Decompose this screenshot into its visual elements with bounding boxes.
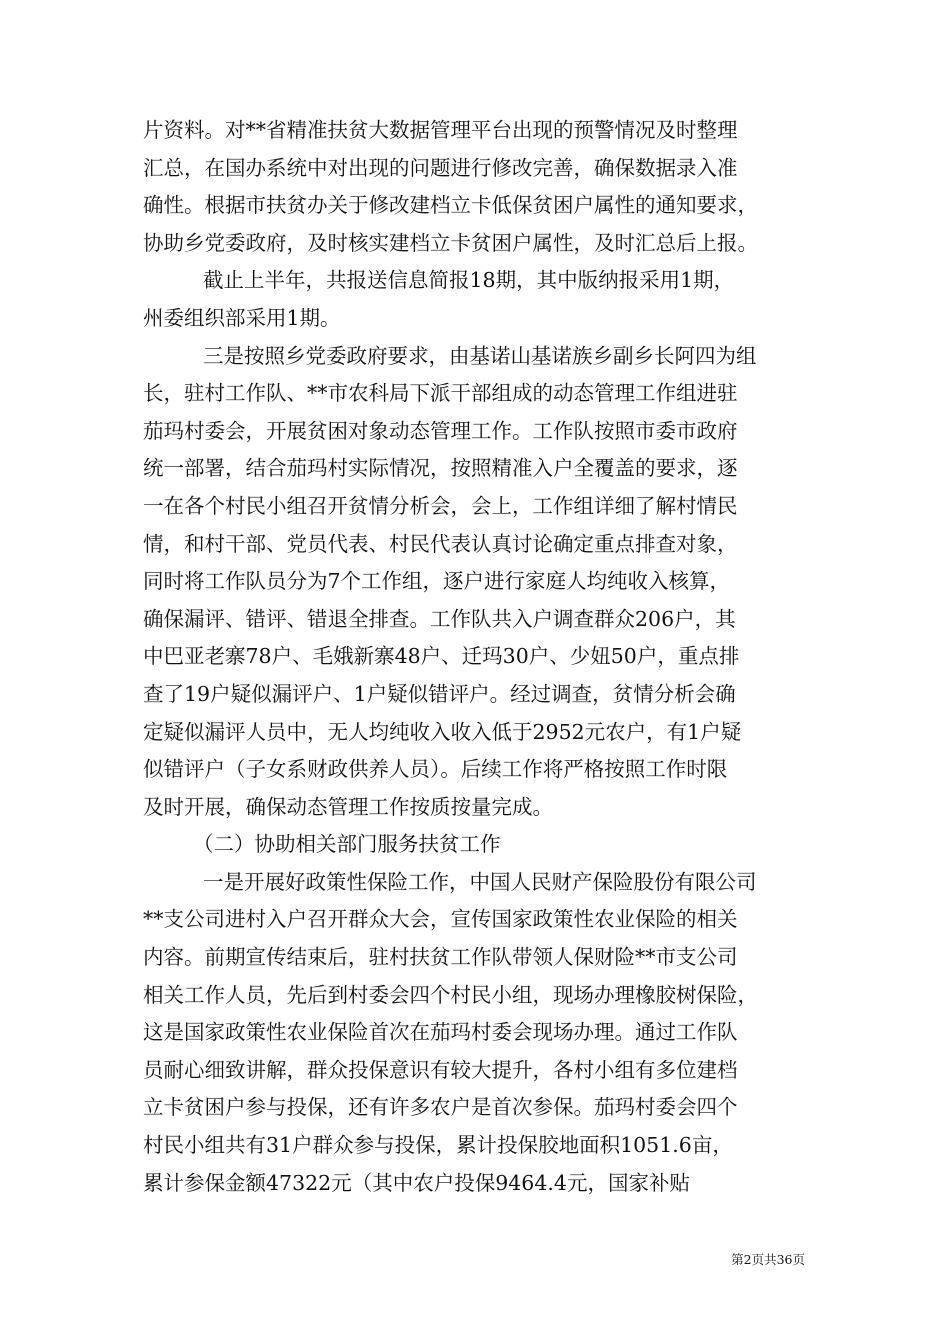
- text-line: 内容。前期宣传结束后，驻村扶贫工作队带领人保财险**市支公司: [143, 945, 738, 970]
- text-line: 累计参保金额47322元（其中农户投保9464.4元，国家补贴: [143, 1170, 690, 1195]
- text-line: 片资料。对**省精准扶贫大数据管理平台出现的预警情况及时整理: [143, 118, 738, 142]
- text-line: 长，驻村工作队、**市农科局下派干部组成的动态管理工作组进驻: [143, 381, 738, 406]
- text-line: 州委组织部采用1期。: [143, 305, 341, 330]
- text-line: 及时开展，确保动态管理工作按质按量完成。: [143, 794, 553, 819]
- text-line: 汇总，在国办系统中对出现的问题进行修改完善，确保数据录入准: [143, 155, 738, 180]
- paragraph-first-line: 一是开展好政策性保险工作，中国人民财产保险股份有限公司: [203, 869, 757, 894]
- text-line: **支公司进村入户召开群众大会，宣传国家政策性农业保险的相关: [143, 907, 738, 932]
- text-line: 确性。根据市扶贫办关于修改建档立卡低保贫困户属性的通知要求，: [143, 193, 758, 218]
- text-line: 村民小组共有31户群众参与投保，累计投保胶地面积1051.6亩，: [143, 1133, 733, 1158]
- text-line: 定疑似漏评人员中，无人均纯收入收入低于2952元农户，有1户疑: [143, 719, 742, 744]
- section-heading: （二）协助相关部门服务扶贫工作: [193, 832, 501, 857]
- text-line: 确保漏评、错评、错退全排查。工作队共入户调查群众206户，其: [143, 606, 736, 631]
- text-line: 同时将工作队员分为7个工作组，逐户进行家庭人均纯收入核算，: [143, 569, 731, 594]
- text-line: 统一部署，结合茄玛村实际情况，按照精准入户全覆盖的要求，逐: [143, 456, 738, 481]
- text-line: 似错评户（子女系财政供养人员）。后续工作将严格按照工作时限: [143, 757, 728, 782]
- text-line: 协助乡党委政府，及时核实建档立卡贫困户属性，及时汇总后上报。: [143, 230, 758, 255]
- text-line: 这是国家政策性农业保险首次在茄玛村委会现场办理。通过工作队: [143, 1020, 738, 1045]
- text-line: 员耐心细致讲解，群众投保意识有较大提升，各村小组有多位建档: [143, 1057, 738, 1082]
- paragraph-first-line: 三是按照乡党委政府要求，由基诺山基诺族乡副乡长阿四为组: [203, 343, 757, 368]
- paragraph-first-line: 截止上半年，共报送信息简报18期，其中版纳报采用1期，: [203, 268, 735, 293]
- body-text: [143, 112, 808, 1202]
- text-line: 相关工作人员，先后到村委会四个村民小组，现场办理橡胶树保险，: [143, 982, 758, 1007]
- text-line: 一在各个村民小组召开贫情分析会，会上，工作组详细了解村情民: [143, 493, 738, 518]
- text-line: 查了19户疑似漏评户、1户疑似错评户。经过调查，贫情分析会确: [143, 681, 736, 706]
- page-number: 第2页共36页: [731, 1252, 805, 1267]
- text-line: 茄玛村委会，开展贫困对象动态管理工作。工作队按照市委市政府: [143, 418, 738, 443]
- text-line: 中巴亚老寨78户、毛娥新寨48户、迁玛30户、少妞50户，重点排: [143, 644, 740, 669]
- text-line: 立卡贫困户参与投保，还有许多农户是首次参保。茄玛村委会四个: [143, 1095, 738, 1120]
- text-line: 情，和村干部、党员代表、村民代表认真讨论确定重点排查对象，: [143, 531, 738, 556]
